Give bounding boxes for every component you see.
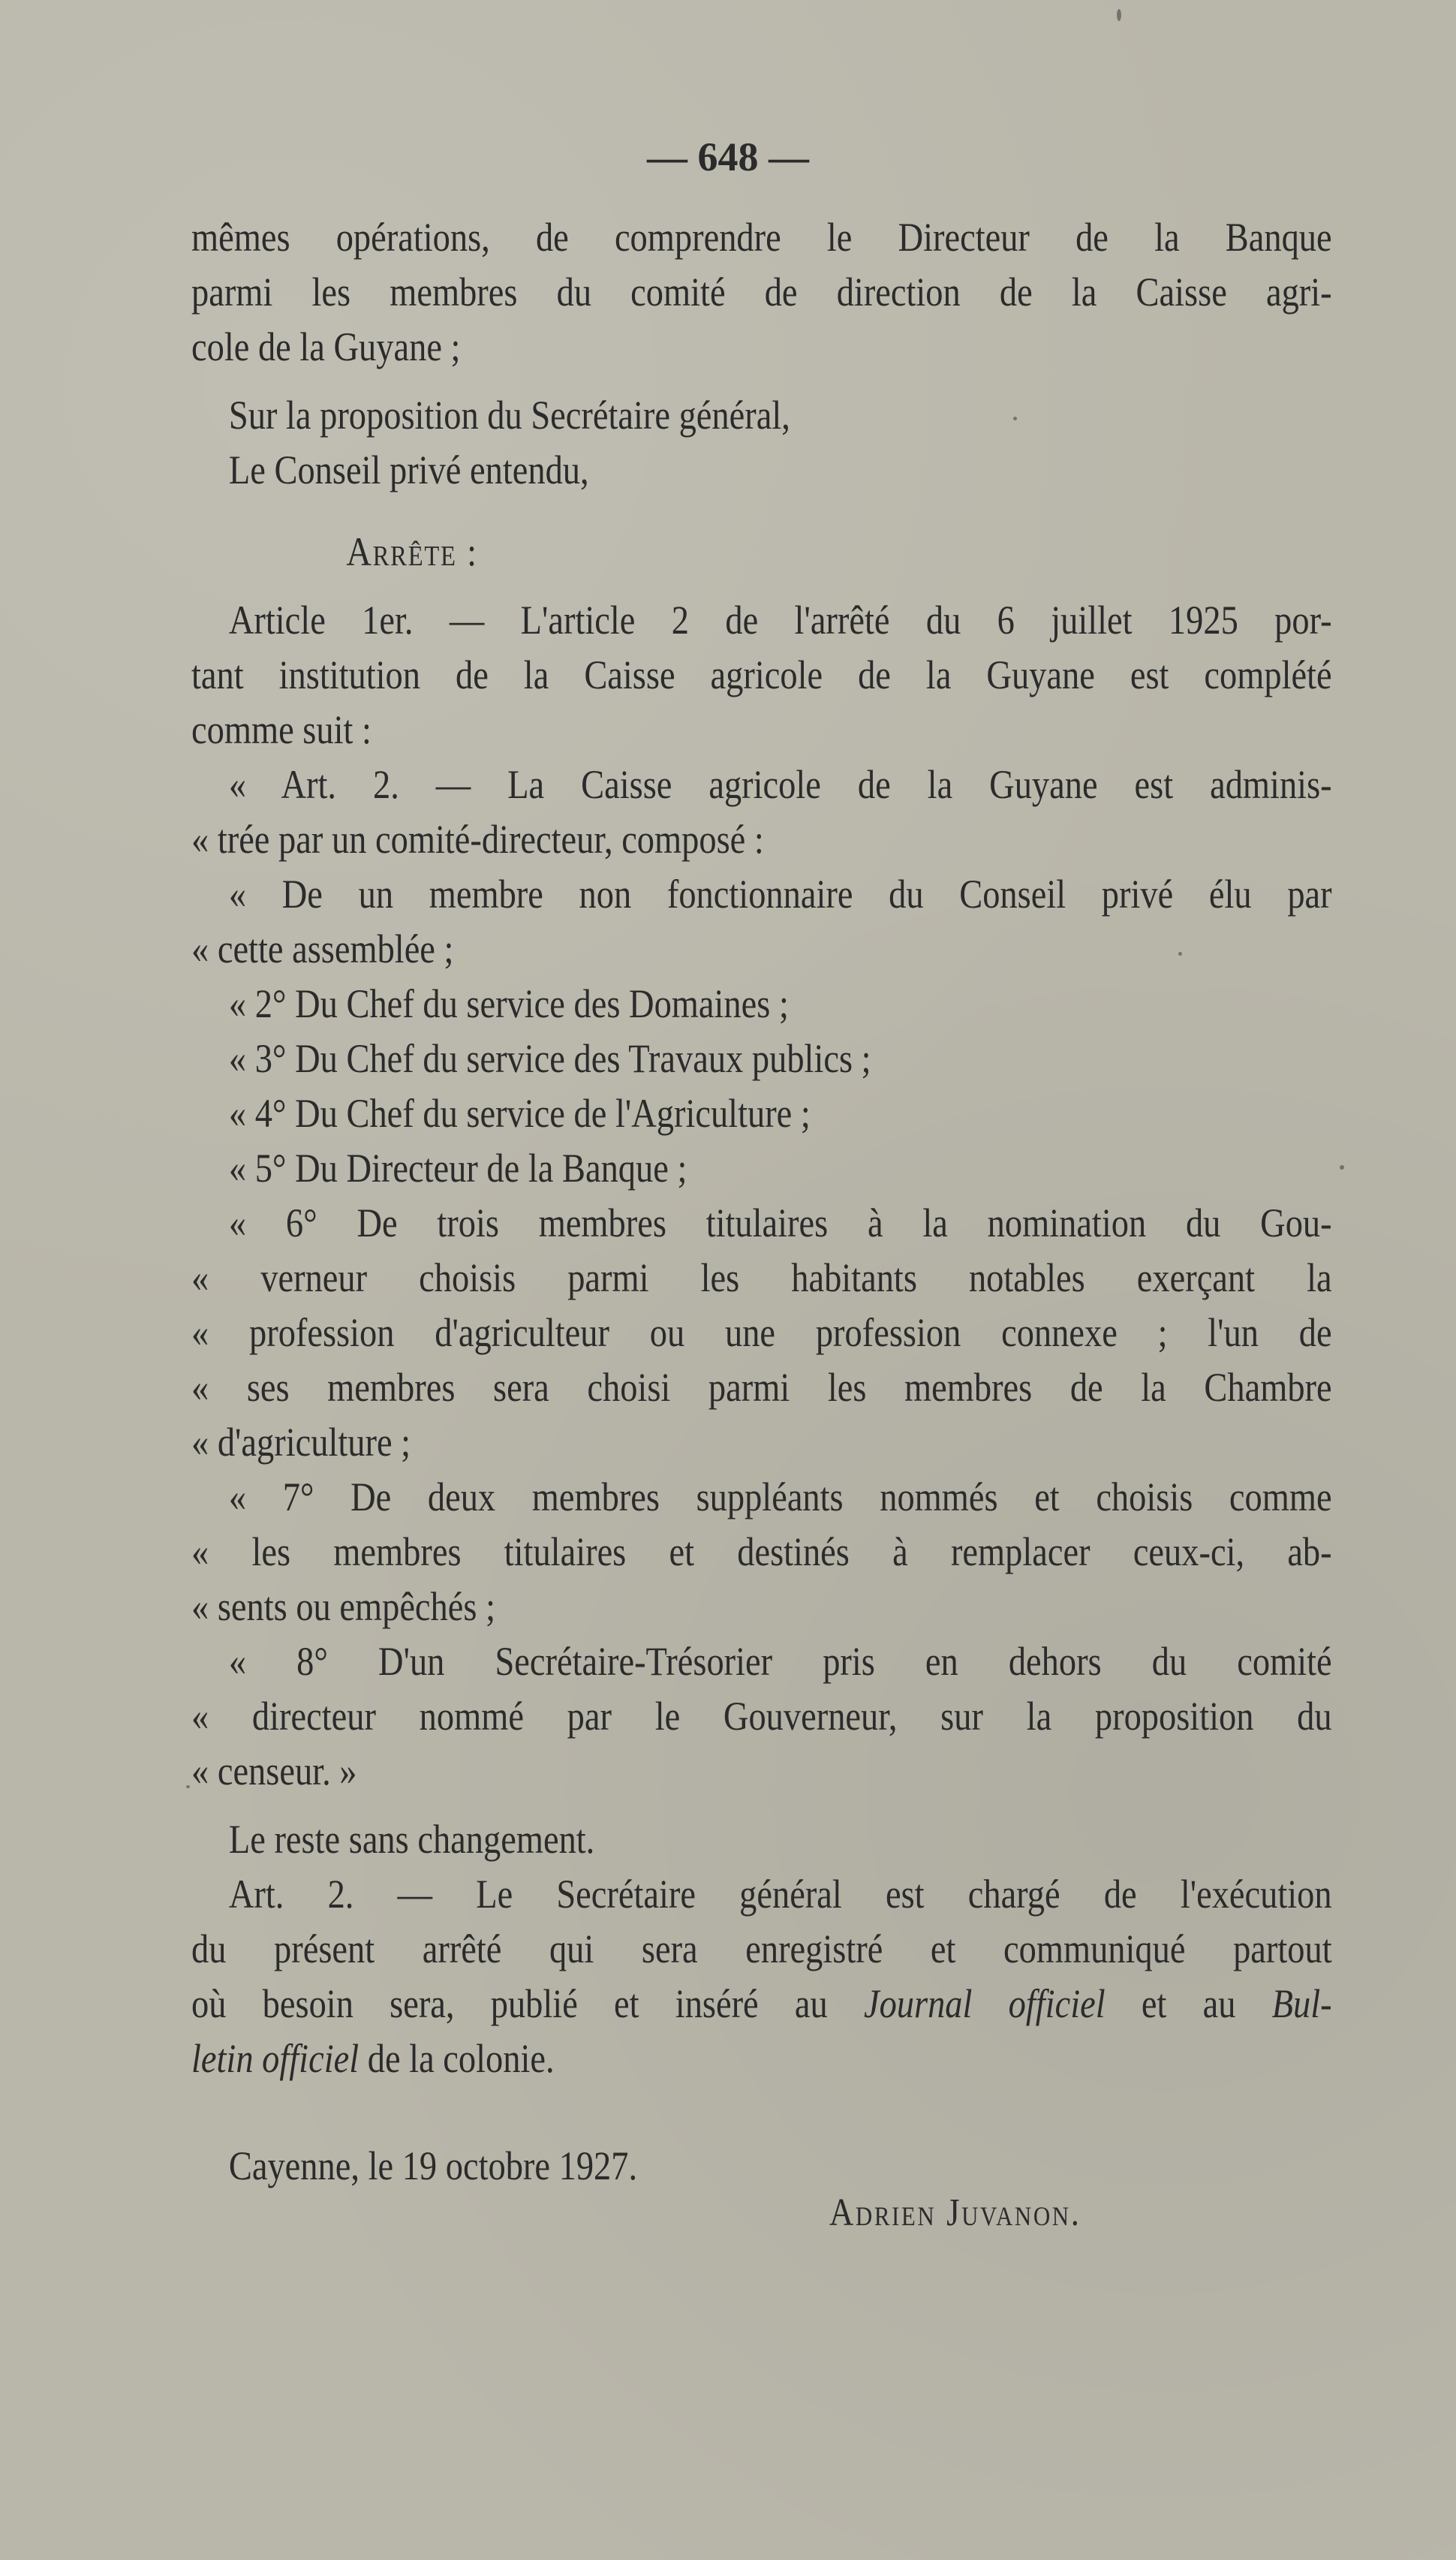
text-line: « 2° Du Chef du service des Domaines ; [228, 981, 789, 1026]
text-line: « 8° D'un Secrétaire-Trésorier pris en dehors du comité [228, 1639, 1332, 1684]
page-number: — 648 — [647, 134, 809, 179]
italic-segment: Bul- [1271, 1981, 1332, 2026]
text-line: « ses membres sera choisi parmi les membres de la Chambre [191, 1365, 1332, 1410]
text-line: « les membres titulaires et destinés à remplacer ceux-ci, ab- [191, 1529, 1332, 1574]
text-line: tant institution de la Caisse agricole de la Guyane est complété [191, 652, 1332, 697]
paper-speck [1117, 9, 1121, 21]
text-line: Art. 2. — Le Secrétaire général est chargé de l'exécution [228, 1872, 1332, 1917]
text-line: « 6° De trois membres titulaires à la nomination du Gou- [228, 1200, 1332, 1245]
text-line: « profession d'agriculteur ou une profession connexe ; l'un de [191, 1310, 1332, 1355]
text-line: « sents ou empêchés ; [191, 1584, 495, 1629]
text-line: « 4° Du Chef du service de l'Agriculture ; [228, 1091, 811, 1136]
text-line: « directeur nommé par le Gouverneur, sur la proposition du [191, 1694, 1332, 1739]
text-line: « d'agriculture ; [191, 1420, 411, 1465]
text-segment: de la colonie. [359, 2036, 555, 2081]
decree-body [191, 210, 1332, 2194]
text-segment: et au [1105, 1981, 1272, 2026]
text-line: « 3° Du Chef du service des Travaux publics ; [228, 1036, 871, 1081]
text-line: « 7° De deux membres suppléants nommés et choisis comme [228, 1474, 1332, 1519]
text-line [191, 2031, 1332, 2086]
text-line: mêmes opérations, de comprendre le Directeur de la Banque [191, 215, 1332, 260]
text-line [191, 1977, 1332, 2031]
text-line: « De un membre non fonctionnaire du Conseil privé élu par [228, 872, 1332, 917]
text-line: Le reste sans changement. [228, 1817, 595, 1862]
text-line: « cette assemblée ; [191, 926, 454, 971]
text-segment: où besoin sera, publié et inséré au [191, 1981, 864, 2026]
text-line: « trée par un comité-directeur, composé : [191, 817, 764, 862]
paper-speck [1013, 417, 1017, 420]
paper-speck [1340, 1165, 1344, 1170]
text-line: « 5° Du Directeur de la Banque ; [228, 1146, 687, 1191]
signature: Adrien Juvanon. [829, 2191, 1081, 2234]
text-line: « Art. 2. — La Caisse agricole de la Guyane est adminis- [228, 762, 1332, 807]
italic-segment: letin officiel [191, 2036, 359, 2081]
arrete-heading: Arrête : [346, 529, 478, 574]
text-line: Sur la proposition du Secrétaire général, [228, 393, 790, 438]
text-line: comme suit : [191, 707, 372, 752]
text-line: parmi les membres du comité de direction de la Caisse agri- [191, 270, 1332, 315]
text-line: « censeur. » [191, 1748, 357, 1794]
italic-segment: Journal officiel [863, 1981, 1106, 2026]
text-line: du présent arrêté qui sera enregistré et communiqué partout [191, 1926, 1332, 1971]
dateline: Cayenne, le 19 octobre 1927. [228, 2143, 638, 2188]
text-line: Article 1er. — L'article 2 de l'arrêté du 6 juillet 1925 por- [228, 598, 1332, 643]
text-line: Le Conseil privé entendu, [228, 447, 589, 492]
paper-speck [1178, 952, 1182, 956]
text-line: « verneur choisis parmi les habitants notables exerçant la [191, 1255, 1332, 1300]
text-line: cole de la Guyane ; [191, 324, 461, 369]
paper-speck [186, 1785, 190, 1788]
